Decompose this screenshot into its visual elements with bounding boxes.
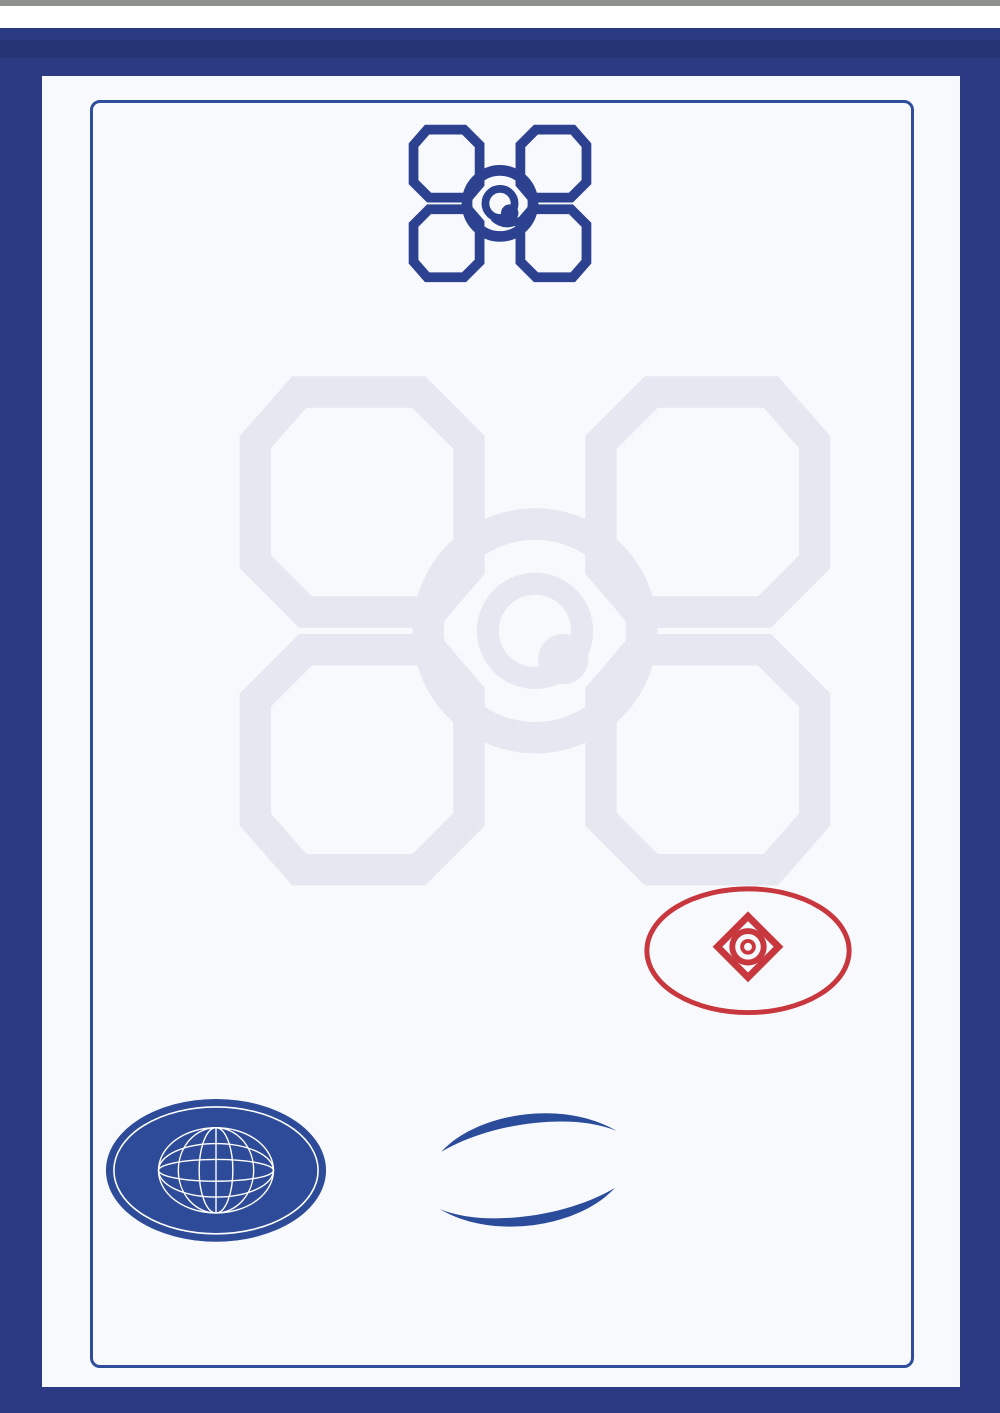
cnas-logo-icon — [428, 1108, 628, 1232]
stamp-emblem-icon — [717, 916, 778, 977]
certification-body-emblem — [398, 116, 602, 291]
certificate-seal-stamp — [640, 882, 856, 1019]
verification-qr-code — [786, 1234, 904, 1352]
iaf-logo-icon — [102, 1096, 330, 1245]
